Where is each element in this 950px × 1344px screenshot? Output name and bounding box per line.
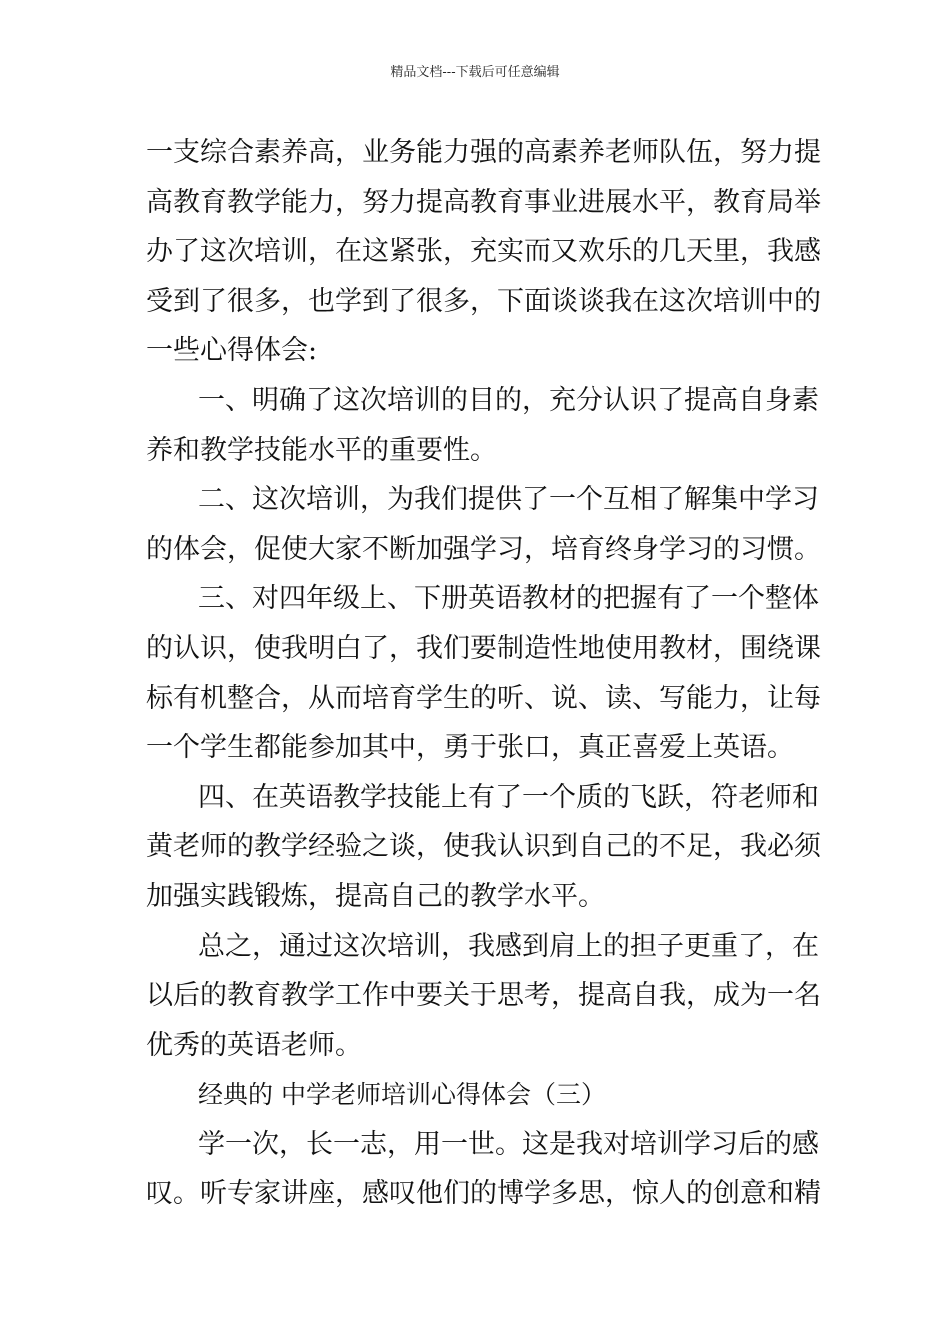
- text-line: 的体会，促使大家不断加强学习，培育终身学习的习惯。: [146, 533, 821, 565]
- text-line: 三、对四年级上、下册英语教材的把握有了一个整体: [198, 583, 819, 615]
- text-line: 办了这次培训，在这紧张，充实而又欢乐的几天里，我感: [146, 236, 821, 268]
- text-line: 受到了很多，也学到了很多，下面谈谈我在这次培训中的: [146, 285, 821, 317]
- text-line: 一、明确了这次培训的目的，充分认识了提高自身素: [198, 384, 819, 416]
- section-heading: 经典的 中学老师培训心得体会（三）: [198, 1080, 606, 1110]
- page-header: 精品文档---下载后可任意编辑: [390, 65, 560, 80]
- text-line: 叹。听专家讲座，感叹他们的博学多思，惊人的创意和精: [146, 1178, 821, 1210]
- text-line: 一些心得体会:: [146, 335, 318, 367]
- text-line: 加强实践锻炼，提高自己的教学水平。: [146, 880, 605, 912]
- text-line: 总之，通过这次培训，我感到肩上的担子更重了，在: [198, 930, 819, 962]
- text-line: 学一次，长一志，用一世。这是我对培训学习后的感: [198, 1128, 819, 1160]
- text-line: 标有机整合，从而培育学生的听、说、读、写能力，让每: [146, 682, 821, 714]
- text-line: 养和教学技能水平的重要性。: [146, 434, 497, 466]
- text-line: 一支综合素养高，业务能力强的高素养老师队伍，努力提: [146, 137, 821, 168]
- document-body: [146, 128, 821, 1219]
- text-line: 黄老师的教学经验之谈，使我认识到自己的不足，我必须: [146, 831, 821, 863]
- text-line: 高教育教学能力，努力提高教育事业进展水平，教育局举: [146, 186, 821, 218]
- text-line: 四、在英语教学技能上有了一个质的飞跃，符老师和: [198, 781, 819, 813]
- text-line: 的认识，使我明白了，我们要制造性地使用教材，围绕课: [146, 632, 821, 664]
- text-line: 优秀的英语老师。: [146, 1029, 362, 1061]
- text-line: 二、这次培训，为我们提供了一个互相了解集中学习: [198, 484, 819, 516]
- text-line: 一个学生都能参加其中，勇于张口，真正喜爱上英语。: [146, 732, 794, 764]
- text-line: 以后的教育教学工作中要关于思考，提高自我，成为一名: [146, 980, 821, 1012]
